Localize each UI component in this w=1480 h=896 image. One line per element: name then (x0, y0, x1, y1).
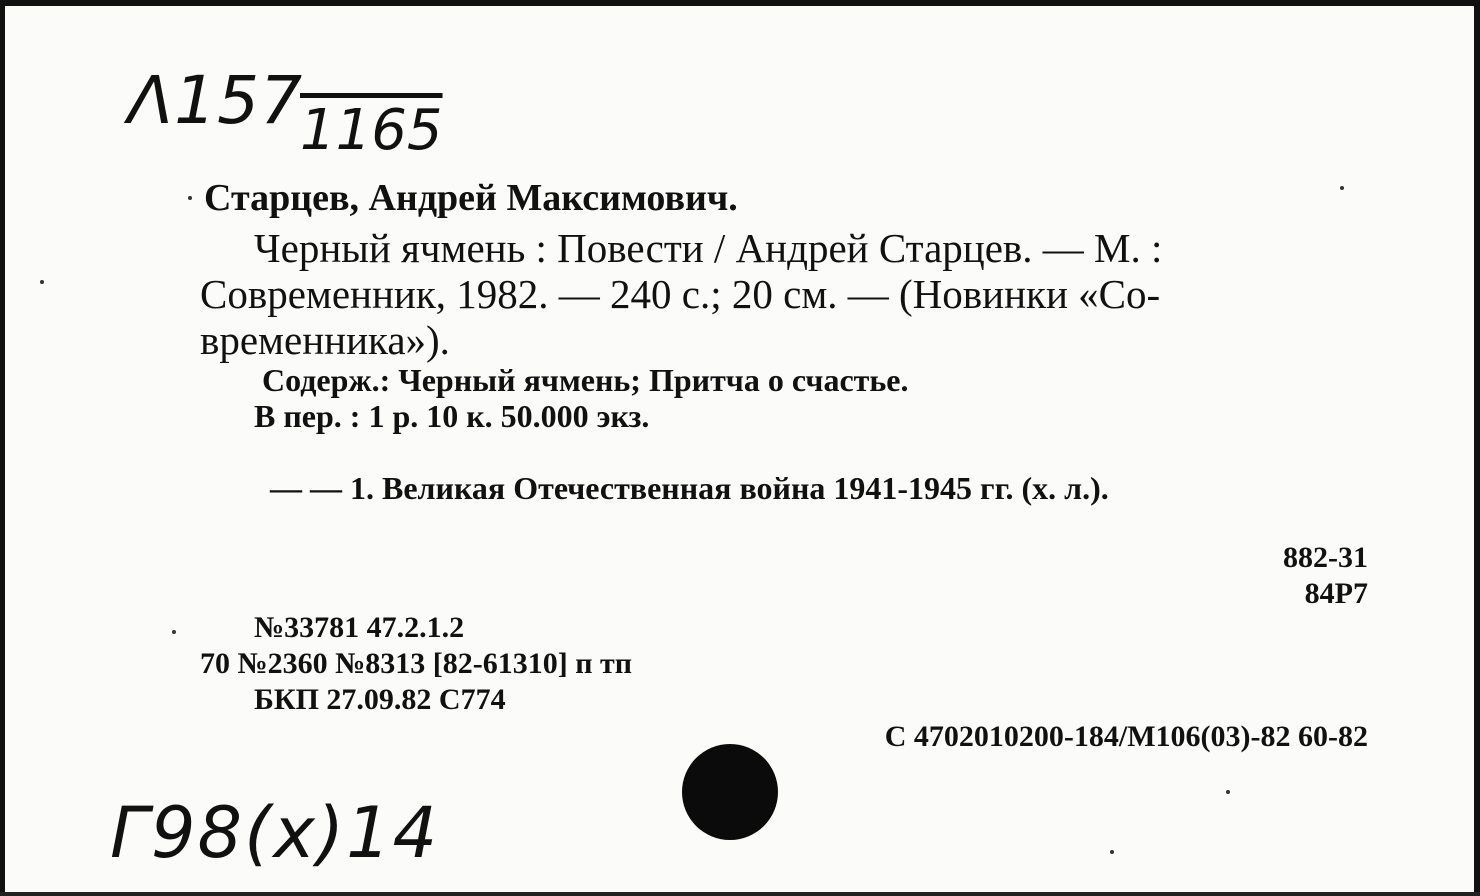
speck (188, 196, 192, 200)
card-border-right (1474, 0, 1480, 896)
speck (1340, 186, 1344, 190)
subject-heading: — — 1. Великая Отечественная война 1941-1945 гг. (х. л.). (270, 470, 1109, 506)
isbn-line: С 4702010200-184/М106(03)-82 60-82 (884, 720, 1368, 753)
author-heading: Старцев, Андрей Максимович. (204, 177, 738, 219)
classification-code-1: 882-31 (1283, 541, 1368, 574)
title-line: Черный ячмень : Повести / Андрей Старцев. — М. : (254, 225, 1163, 271)
card-border-left (0, 0, 5, 896)
handwritten-shelf-code: Λ157 (128, 62, 304, 139)
punch-hole (682, 744, 778, 840)
handwritten-bottom-code: Г98(х)14 (110, 792, 440, 874)
price-note: В пер. : 1 р. 10 к. 50.000 экз. (254, 398, 650, 434)
catalog-number-line-1: №33781 47.2.1.2 (254, 611, 465, 644)
series-line: временника»). (200, 317, 450, 363)
classification-code-2: 84Р7 (1304, 577, 1368, 610)
speck (40, 280, 44, 284)
contents-note: Содерж.: Черный ячмень; Притча о счастье. (262, 362, 909, 398)
card-border-bottom (0, 892, 1480, 896)
catalog-number-line-3: БКП 27.09.82 С774 (254, 683, 506, 716)
publication-line: Современник, 1982. — 240 с.; 20 см. — (Новинки «Со- (200, 271, 1161, 317)
handwritten-number: 1165 (300, 98, 443, 163)
catalog-number-line-2: 70 №2360 №8313 [82-61310] п тп (200, 647, 633, 680)
speck (1110, 850, 1114, 854)
speck (172, 630, 176, 634)
card-border-top (0, 0, 1480, 6)
speck (1226, 790, 1230, 794)
